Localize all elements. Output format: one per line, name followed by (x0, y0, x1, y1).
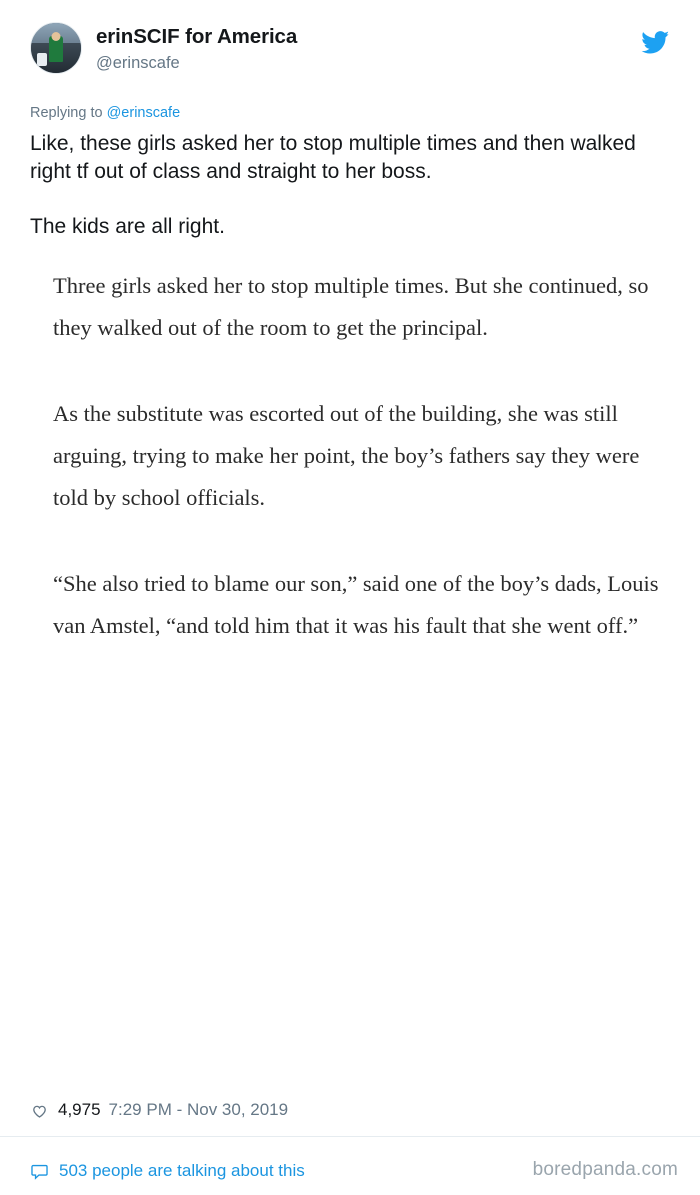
reply-bubble-icon (30, 1162, 49, 1181)
account-handle[interactable]: @erinscafe (96, 53, 180, 72)
talking-about-link[interactable] (30, 1161, 305, 1181)
footer-divider (0, 1136, 700, 1137)
replying-to-prefix: Replying to (30, 105, 107, 121)
avatar-foreground-shape (37, 53, 47, 66)
like-count: 4,975 (58, 1100, 101, 1119)
article-paragraph: As the substitute was escorted out of the building, she was still arguing, trying to make her point, the boy’s fathers say they were told by school officials. (53, 401, 640, 510)
heart-icon[interactable] (30, 1101, 49, 1120)
account-display-name[interactable]: erinSCIF for America (96, 25, 298, 48)
tweet-timestamp[interactable]: 7:29 PM - Nov 30, 2019 (108, 1100, 289, 1119)
account-name-block (96, 22, 297, 73)
replying-to-mention[interactable]: @erinscafe (106, 105, 181, 121)
watermark: boredpanda.com (532, 1159, 678, 1180)
twitter-bird-icon (640, 28, 670, 58)
article-paragraph: Three girls asked her to stop multiple times. But she continued, so they walked out of the room to get the principal. (53, 273, 649, 340)
replying-to-line (30, 105, 670, 121)
tweet-header (30, 22, 670, 74)
avatar[interactable] (30, 22, 82, 74)
tweet-metrics (30, 1100, 288, 1120)
tweet-paragraph: The kids are all right. (30, 214, 225, 238)
tweet-paragraph: Like, these girls asked her to stop multiple times and then walked right tf out of class and straight to her boss. (30, 132, 636, 184)
avatar-person-head (52, 32, 61, 41)
tweet-body (30, 130, 670, 241)
article-paragraph: “She also tried to blame our son,” said one of the boy’s dads, Louis van Amstel, “and told him that it was his fault that she went off.” (53, 571, 659, 638)
talking-about-label: 503 people are talking about this (59, 1161, 305, 1180)
quoted-article-image[interactable] (30, 265, 670, 646)
